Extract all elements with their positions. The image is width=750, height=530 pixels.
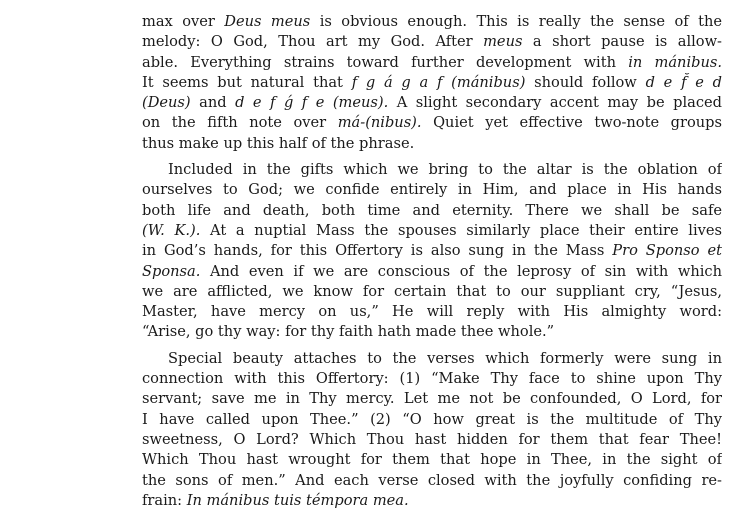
- text-line: sweetness, O Lord? Which Thou hast hidden for them that fear Thee!: [142, 430, 722, 448]
- text-line: on the fifth note over má-(nibus). Quiet yet effective two-note groups: [142, 114, 722, 132]
- text-line: Master, have mercy on us,” He will reply with His almighty word:: [142, 303, 722, 321]
- text-line: Included in the gifts which we bring to the altar is the oblation of: [168, 161, 722, 179]
- text-line: able. Everything strains toward further development with in mánibus.: [142, 53, 722, 71]
- text-line: “Arise, go thy way: for thy faith hath made thee whole.”: [142, 323, 555, 341]
- text-line: (W. K.). At a nuptial Mass the spouses similarly place their entire lives: [142, 221, 722, 239]
- document-page: [142, 12, 722, 517]
- text-line: frain: In mánibus tuis témpora mea.: [142, 491, 409, 509]
- text-line: servant; save me in Thy mercy. Let me not be confounded, O Lord, for: [142, 390, 722, 408]
- text-line: melody: O God, Thou art my God. After meus a short pause is allow-: [142, 33, 722, 51]
- text-line: ourselves to God; we confide entirely in Him, and place in His hands: [142, 181, 722, 199]
- text-line: (Deus) and d e f ǵ f e (meus). A slight secondary accent may be placed: [142, 94, 722, 112]
- text-line: max over Deus meus is obvious enough. This is really the sense of the: [142, 13, 722, 30]
- paragraph-3: [142, 349, 722, 511]
- text-line: in God’s hands, for this Offertory is also sung in the Mass Pro Sponso et: [142, 242, 722, 260]
- text-line: both life and death, both time and eternity. There we shall be safe: [142, 201, 722, 219]
- text-line: thus make up this half of the phrase.: [142, 134, 415, 152]
- text-line: the sons of men.” And each verse closed with the joyfully confiding re-: [142, 471, 722, 489]
- text-line: connection with this Offertory: (1) “Make Thy face to shine upon Thy: [142, 370, 722, 388]
- text-line: I have called upon Thee.” (2) “O how great is the multitude of Thy: [142, 410, 722, 428]
- text-line: Which Thou hast wrought for them that hope in Thee, in the sight of: [142, 451, 722, 469]
- text-line: we are afflicted, we know for certain that to our suppliant cry, “Jesus,: [142, 282, 722, 300]
- paragraph-1: [142, 12, 722, 154]
- text-line: It seems but natural that f g á g a f (mánibus) should follow d e f̆ e d: [142, 73, 722, 91]
- text-line: Special beauty attaches to the verses which formerly were sung in: [168, 349, 722, 367]
- paragraph-2: [142, 160, 722, 343]
- text-line: Sponsa. And even if we are conscious of the leprosy of sin with which: [142, 262, 722, 280]
